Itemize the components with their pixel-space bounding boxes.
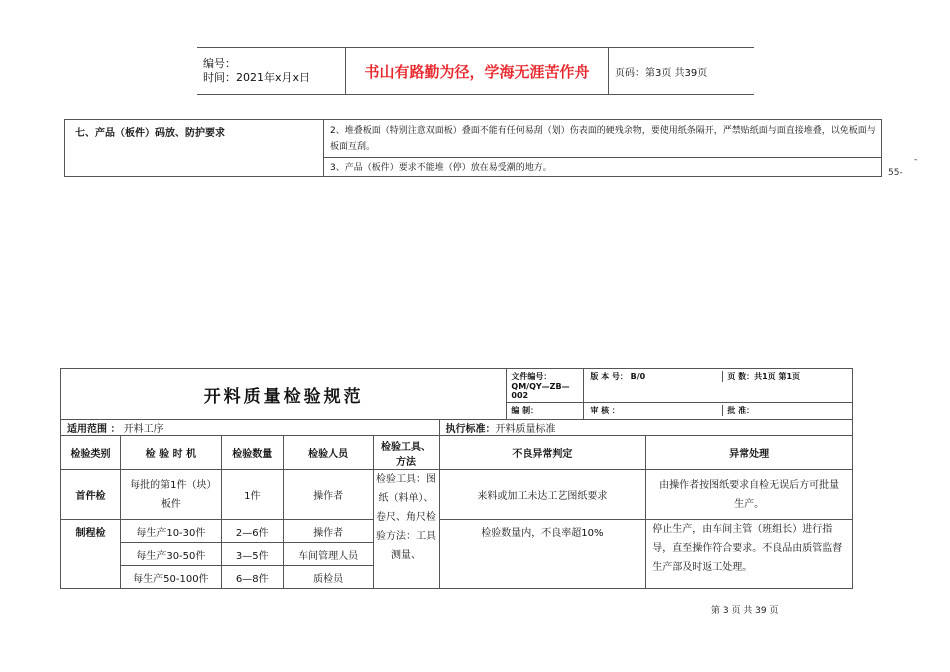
first-person: 操作者 (283, 470, 373, 520)
col-category: 检验类别 (61, 436, 121, 470)
col-person: 检验人员 (283, 436, 373, 470)
page-label: 页码：第3页 共39页 (615, 67, 708, 79)
doc-number: 文件编号：QM/QY—ZB—002 (507, 369, 584, 403)
tools-method: 检验工具：图纸（料单）、卷尺、角尺检验方法：工具测量、 (373, 470, 439, 589)
number-label: 编号： (203, 57, 236, 70)
inspection-spec-table (60, 368, 853, 589)
section7-title: 七、产品（板件）码放、防护要求 (65, 120, 324, 177)
standard: 执行标准：开料质量标准 (439, 420, 852, 436)
col-handling: 异常处理 (646, 436, 853, 470)
process-person-1: 操作者 (283, 520, 373, 543)
col-timing: 检 验 时 机 (120, 436, 221, 470)
process-judgement: 检验数量内，不良率超10% (439, 520, 646, 589)
side-dash: - (914, 155, 918, 165)
page-count: 页 数：共1页 第1页 (727, 372, 801, 381)
col-quantity: 检验数量 (221, 436, 283, 470)
meta-review-approve (584, 403, 853, 420)
col-tools: 检验工具、方法 (373, 436, 439, 470)
process-quantity-3: 6—8件 (221, 566, 283, 589)
scope: 适用范围 ： 开料工序 (61, 420, 440, 436)
version: 版 本 号： B/0 (588, 371, 723, 382)
page-header (197, 47, 754, 95)
meta-version-pages (584, 369, 853, 403)
time-label: 时间：2021年x月x日 (203, 71, 311, 84)
process-timing-1: 每生产10-30件 (120, 520, 221, 543)
process-person-3: 质检员 (283, 566, 373, 589)
approver: 批 准： (727, 406, 755, 415)
side-page-mark: 55- (888, 168, 903, 178)
process-timing-3: 每生产50-100件 (120, 566, 221, 589)
first-handling: 由操作者按图纸要求自检无误后方可批量生产。 (646, 470, 853, 520)
first-timing: 每批的第1件（块）板件 (120, 470, 221, 520)
section7-item3: 3、产品（板件）要求不能堆（停）放在易受潮的地方。 (324, 158, 882, 177)
header-info (197, 48, 346, 95)
process-timing-2: 每生产30-50件 (120, 543, 221, 566)
page-footer: 第 3 页 共 39 页 (711, 606, 779, 616)
process-person-2: 车间管理人员 (283, 543, 373, 566)
slogan: 书山有路勤为径，学海无涯苦作舟 (346, 48, 609, 95)
first-judgement: 来料或加工未达工艺图纸要求 (439, 470, 646, 520)
process-quantity-1: 2—6件 (221, 520, 283, 543)
reviewer: 审 核 ： (588, 405, 723, 416)
process-category: 制程检 (61, 520, 121, 589)
process-handling: 停止生产，由车间主管（班组长）进行指导，直至操作符合要求。不良品由质管监督生产部及时返工处理。 (646, 520, 853, 589)
meta-inner (588, 371, 848, 382)
section7-table (64, 119, 882, 177)
first-quantity: 1件 (221, 470, 283, 520)
first-category: 首件检 (61, 470, 121, 520)
section7-item2: 2、堆叠板面（特别注意双面板）叠面不能有任何易刮（划）伤表面的硬残余物，要使用纸条隔开，严禁贴纸面与面直接堆叠，以免板面与板面互刮。 (324, 120, 882, 158)
editor: 编 制： (507, 403, 584, 420)
meta-inner-2 (588, 405, 848, 416)
spec-title: 开料质量检验规范 (61, 369, 507, 420)
col-judgement: 不良异常判定 (439, 436, 646, 470)
process-quantity-2: 3—5件 (221, 543, 283, 566)
